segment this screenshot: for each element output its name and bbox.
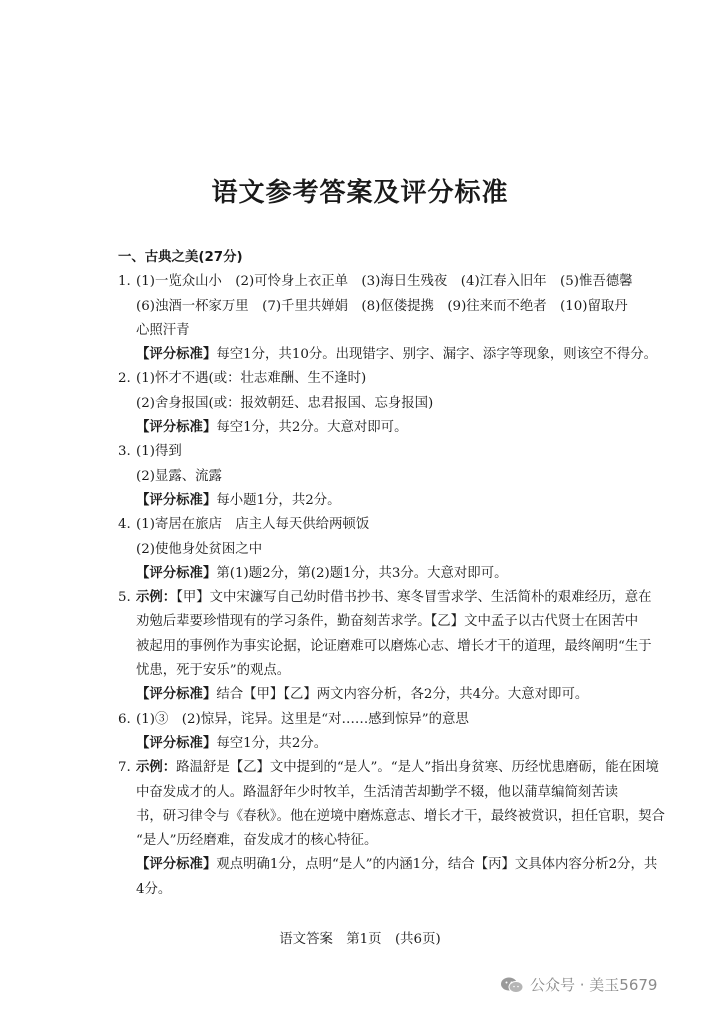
scoring-criteria: 【评分标准】第(1)题2分，第(2)题1分，共3分。大意对即可。 [136, 565, 508, 581]
watermark [500, 974, 657, 995]
answer-line: 示例：【甲】文中宋濂写自己幼时借书抄书、寒冬冒雪求学、生活简朴的艰难经历，意在 [136, 590, 652, 606]
answer-line: (2)舍身报国(或：报效朝廷、忠君报国、忘身报国) [136, 395, 434, 411]
question-number: 4. [118, 517, 131, 533]
watermark-text: 公众号 · 美玉5679 [530, 976, 658, 994]
answer-line: (1)寄居在旅店 店主人每天供给两顿饭 [136, 517, 370, 533]
scoring-criteria: 【评分标准】每空1分，共2分。 [136, 735, 328, 751]
answer-line: 忧患，死于安乐”的观点。 [136, 663, 291, 679]
scoring-criteria: 【评分标准】观点明确1分，点明“是人”的内涵1分，结合【丙】文具体内容分析2分，共 [136, 857, 658, 873]
question-3 [118, 440, 678, 513]
question-7 [118, 756, 678, 902]
wechat-logo-icon [500, 976, 524, 994]
answer-line: 书，研习律令与《春秋》。他在逆境中磨炼意志、增长才干，最终被赏识，担任官职，契合 [136, 808, 665, 824]
page-footer: 语文答案 第1页 (共6页) [279, 932, 441, 947]
question-1 [118, 270, 678, 367]
question-5 [118, 586, 678, 707]
scoring-label: 【评分标准】 [136, 420, 217, 436]
answer-line: 心照汗青 [136, 322, 190, 338]
scoring-label: 【评分标准】 [136, 492, 217, 508]
answer-line: (6)浊酒一杯家万里 (7)千里共婵娟 (8)伛偻提携 (9)往来而不绝者 (10)留取丹 [136, 298, 628, 314]
answer-line: 中奋发成才的人。路温舒年少时牧羊，生活清苦却勤学不辍，他以蒲草编简刻苦读 [136, 784, 619, 800]
question-number: 2. [118, 371, 131, 387]
scoring-label: 【评分标准】 [136, 687, 217, 703]
section-heading: 一、古典之美(27分) [118, 250, 243, 265]
answer-line: (1)③ (2)惊异，诧异。这里是“对……感到惊异”的意思 [136, 711, 469, 727]
scoring-criteria: 【评分标准】每空1分，共10分。出现错字、别字、漏字、添字等现象，则该空不得分。 [136, 347, 658, 363]
answer-line: (1)怀才不遇(或：壮志难酬、生不逢时) [136, 371, 367, 387]
question-number: 1. [118, 274, 131, 290]
scoring-criteria: 【评分标准】每空1分，共2分。大意对即可。 [136, 420, 408, 436]
question-number: 7. [118, 760, 131, 776]
question-2 [118, 367, 678, 440]
scoring-label: 【评分标准】 [136, 347, 217, 363]
example-label: 示例： [136, 760, 177, 776]
scoring-criteria: 【评分标准】结合【甲】【乙】两文内容分析，各2分，共4分。大意对即可。 [136, 687, 589, 703]
answer-line: (1)一览众山小 (2)可怜身上衣正单 (3)海日生残夜 (4)江春入旧年 (5)惟吾德馨 [136, 274, 633, 290]
question-number: 5. [118, 590, 131, 606]
scoring-label: 【评分标准】 [136, 565, 217, 581]
question-number: 3. [118, 444, 131, 460]
answer-line: (2)使他身处贫困之中 [136, 541, 263, 557]
question-number: 6. [118, 711, 131, 727]
answer-line: 被起用的事例作为事实论据，论证磨难可以磨炼心志、增长才干的道理，最终阐明“生于 [136, 638, 652, 654]
page-title: 语文参考答案及评分标准 [211, 178, 509, 208]
scoring-label: 【评分标准】 [136, 735, 217, 751]
question-4 [118, 513, 678, 586]
scoring-label: 【评分标准】 [136, 857, 217, 873]
question-6 [118, 708, 678, 757]
answer-line: “是人”历经磨难，奋发成才的核心特征。 [136, 833, 378, 849]
example-label: 示例： [136, 590, 177, 606]
answer-line: (2)显露、流露 [136, 468, 222, 484]
answer-line: 劝勉后辈要珍惜现有的学习条件，勤奋刻苦求学。【乙】文中孟子以古代贤士在困苦中 [136, 614, 639, 630]
answer-content [118, 246, 678, 902]
answer-line: (1)得到 [136, 444, 182, 460]
answer-line: 示例：路温舒是【乙】文中提到的“是人”。“是人”指出身贫寒、历经忧患磨砺，能在困境 [136, 760, 659, 776]
scoring-criteria-continued: 4分。 [136, 881, 172, 897]
scoring-criteria: 【评分标准】每小题1分，共2分。 [136, 492, 341, 508]
